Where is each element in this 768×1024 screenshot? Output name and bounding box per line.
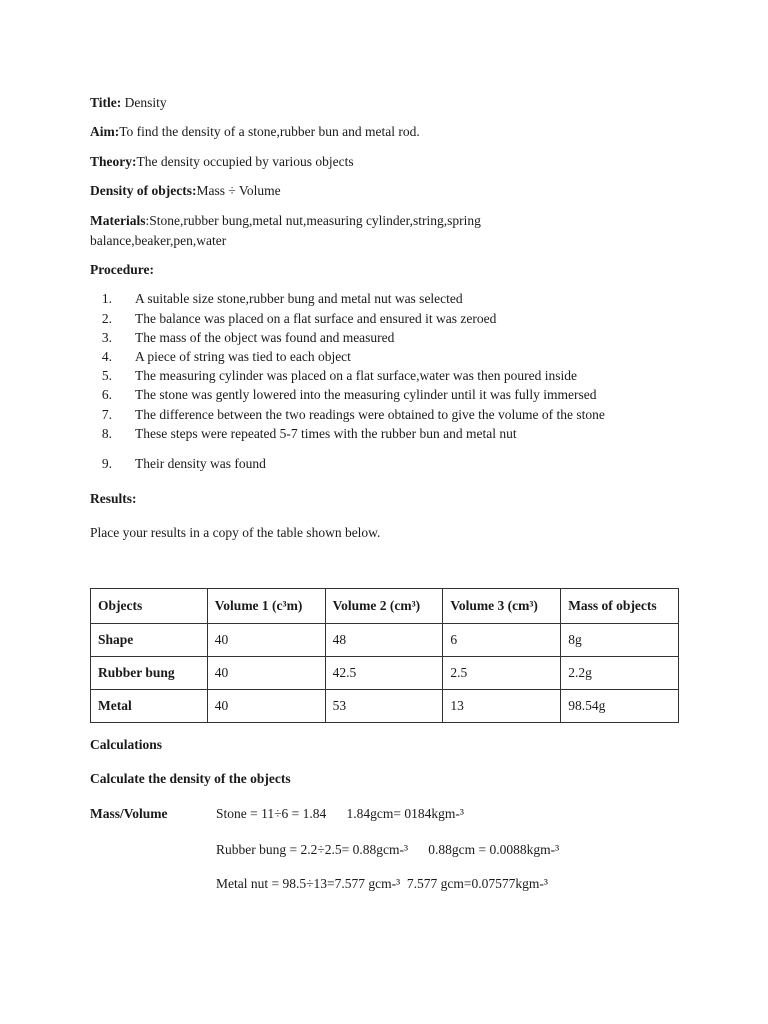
table-cell: 53 [325,690,443,723]
step-text: The measuring cylinder was placed on a flat surface,water was then poured inside [135,368,577,383]
table-cell: 6 [443,624,561,657]
title-value: Density [121,95,167,110]
procedure-step [90,406,605,424]
table-row-label: Rubber bung [91,657,208,690]
table-header-row [91,589,679,624]
theory-value: The density occupied by various objects [136,154,354,169]
table-cell: 42.5 [325,657,443,690]
aim-label: Aim: [90,124,120,139]
step-number: 9. [101,456,112,471]
procedure-step [90,367,577,385]
materials-line-2: balance,beaker,pen,water [90,233,227,248]
results-table [90,588,679,723]
step-text: These steps were repeated 5-7 times with the rubber bun and metal nut [135,426,517,441]
theory-line [90,153,354,171]
table-cell: 13 [443,690,561,723]
step-text: The mass of the object was found and measured [135,330,395,345]
step-number: 5. [101,368,112,383]
aim-value: To find the density of a stone,rubber bun and metal rod. [119,124,420,139]
calculation-line-rubber-bung: Rubber bung = 2.2÷2.5= 0.88gcm-³ 0.88gcm = 0.0088kgm-³ [216,842,560,857]
procedure-step [90,455,266,473]
results-heading: Results: [90,491,137,506]
table-cell: 8g [561,624,679,657]
table-cell: 40 [207,690,325,723]
title-line [90,94,167,112]
procedure-step [90,310,496,328]
title-label: Title: [90,95,122,110]
table-header-cell: Volume 2 (cm³) [325,589,443,624]
step-number: 7. [101,407,112,422]
results-instruction: Place your results in a copy of the table shown below. [90,525,381,540]
step-text: The balance was placed on a flat surface and ensured it was zeroed [135,311,497,326]
step-text: A piece of string was tied to each object [135,349,351,364]
step-text: A suitable size stone,rubber bung and metal nut was selected [135,291,463,306]
density-definition-value: Mass ÷ Volume [196,183,281,198]
table-header-cell: Volume 3 (cm³) [443,589,561,624]
procedure-step [90,348,351,366]
mass-volume-label: Mass/Volume [90,806,168,821]
procedure-step [90,329,394,347]
materials-line-1 [90,212,481,230]
table-row [91,657,679,690]
theory-label: Theory: [90,154,137,169]
table-cell: 2.2g [561,657,679,690]
calculation-line-stone: Stone = 11÷6 = 1.84 1.84gcm= 0184kgm-³ [216,806,464,821]
step-number: 6. [101,387,112,402]
table-cell: 40 [207,624,325,657]
table-header-cell: Objects [91,589,208,624]
density-definition-line [90,182,281,200]
table-row-label: Shape [91,624,208,657]
step-number: 4. [101,349,112,364]
aim-line [90,123,420,141]
materials-value-1: :Stone,rubber bung,metal nut,measuring cylinder,string,spring [145,213,481,228]
step-text: The stone was gently lowered into the measuring cylinder until it was fully immersed [135,387,597,402]
step-number: 8. [101,426,112,441]
density-definition-label: Density of objects: [90,183,197,198]
table-row-label: Metal [91,690,208,723]
table-header-cell: Volume 1 (c³m) [207,589,325,624]
calculations-heading: Calculations [90,737,163,752]
materials-label: Materials [90,213,146,228]
step-text: Their density was found [135,456,266,471]
calculations-subheading: Calculate the density of the objects [90,771,291,786]
step-number: 3. [101,330,112,345]
table-cell: 48 [325,624,443,657]
procedure-step [90,290,463,308]
table-row [91,624,679,657]
procedure-heading: Procedure: [90,262,154,277]
step-number: 1. [101,291,112,306]
procedure-step [90,386,597,404]
table-cell: 2.5 [443,657,561,690]
table-header-cell: Mass of objects [561,589,679,624]
step-number: 2. [101,311,112,326]
calculation-line-metal-nut: Metal nut = 98.5÷13=7.577 gcm-³ 7.577 gcm=0.07577kgm-³ [216,876,548,891]
table-cell: 40 [207,657,325,690]
step-text: The difference between the two readings were obtained to give the volume of the stone [135,407,605,422]
table-row [91,690,679,723]
table-cell: 98.54g [561,690,679,723]
procedure-step [90,425,517,443]
